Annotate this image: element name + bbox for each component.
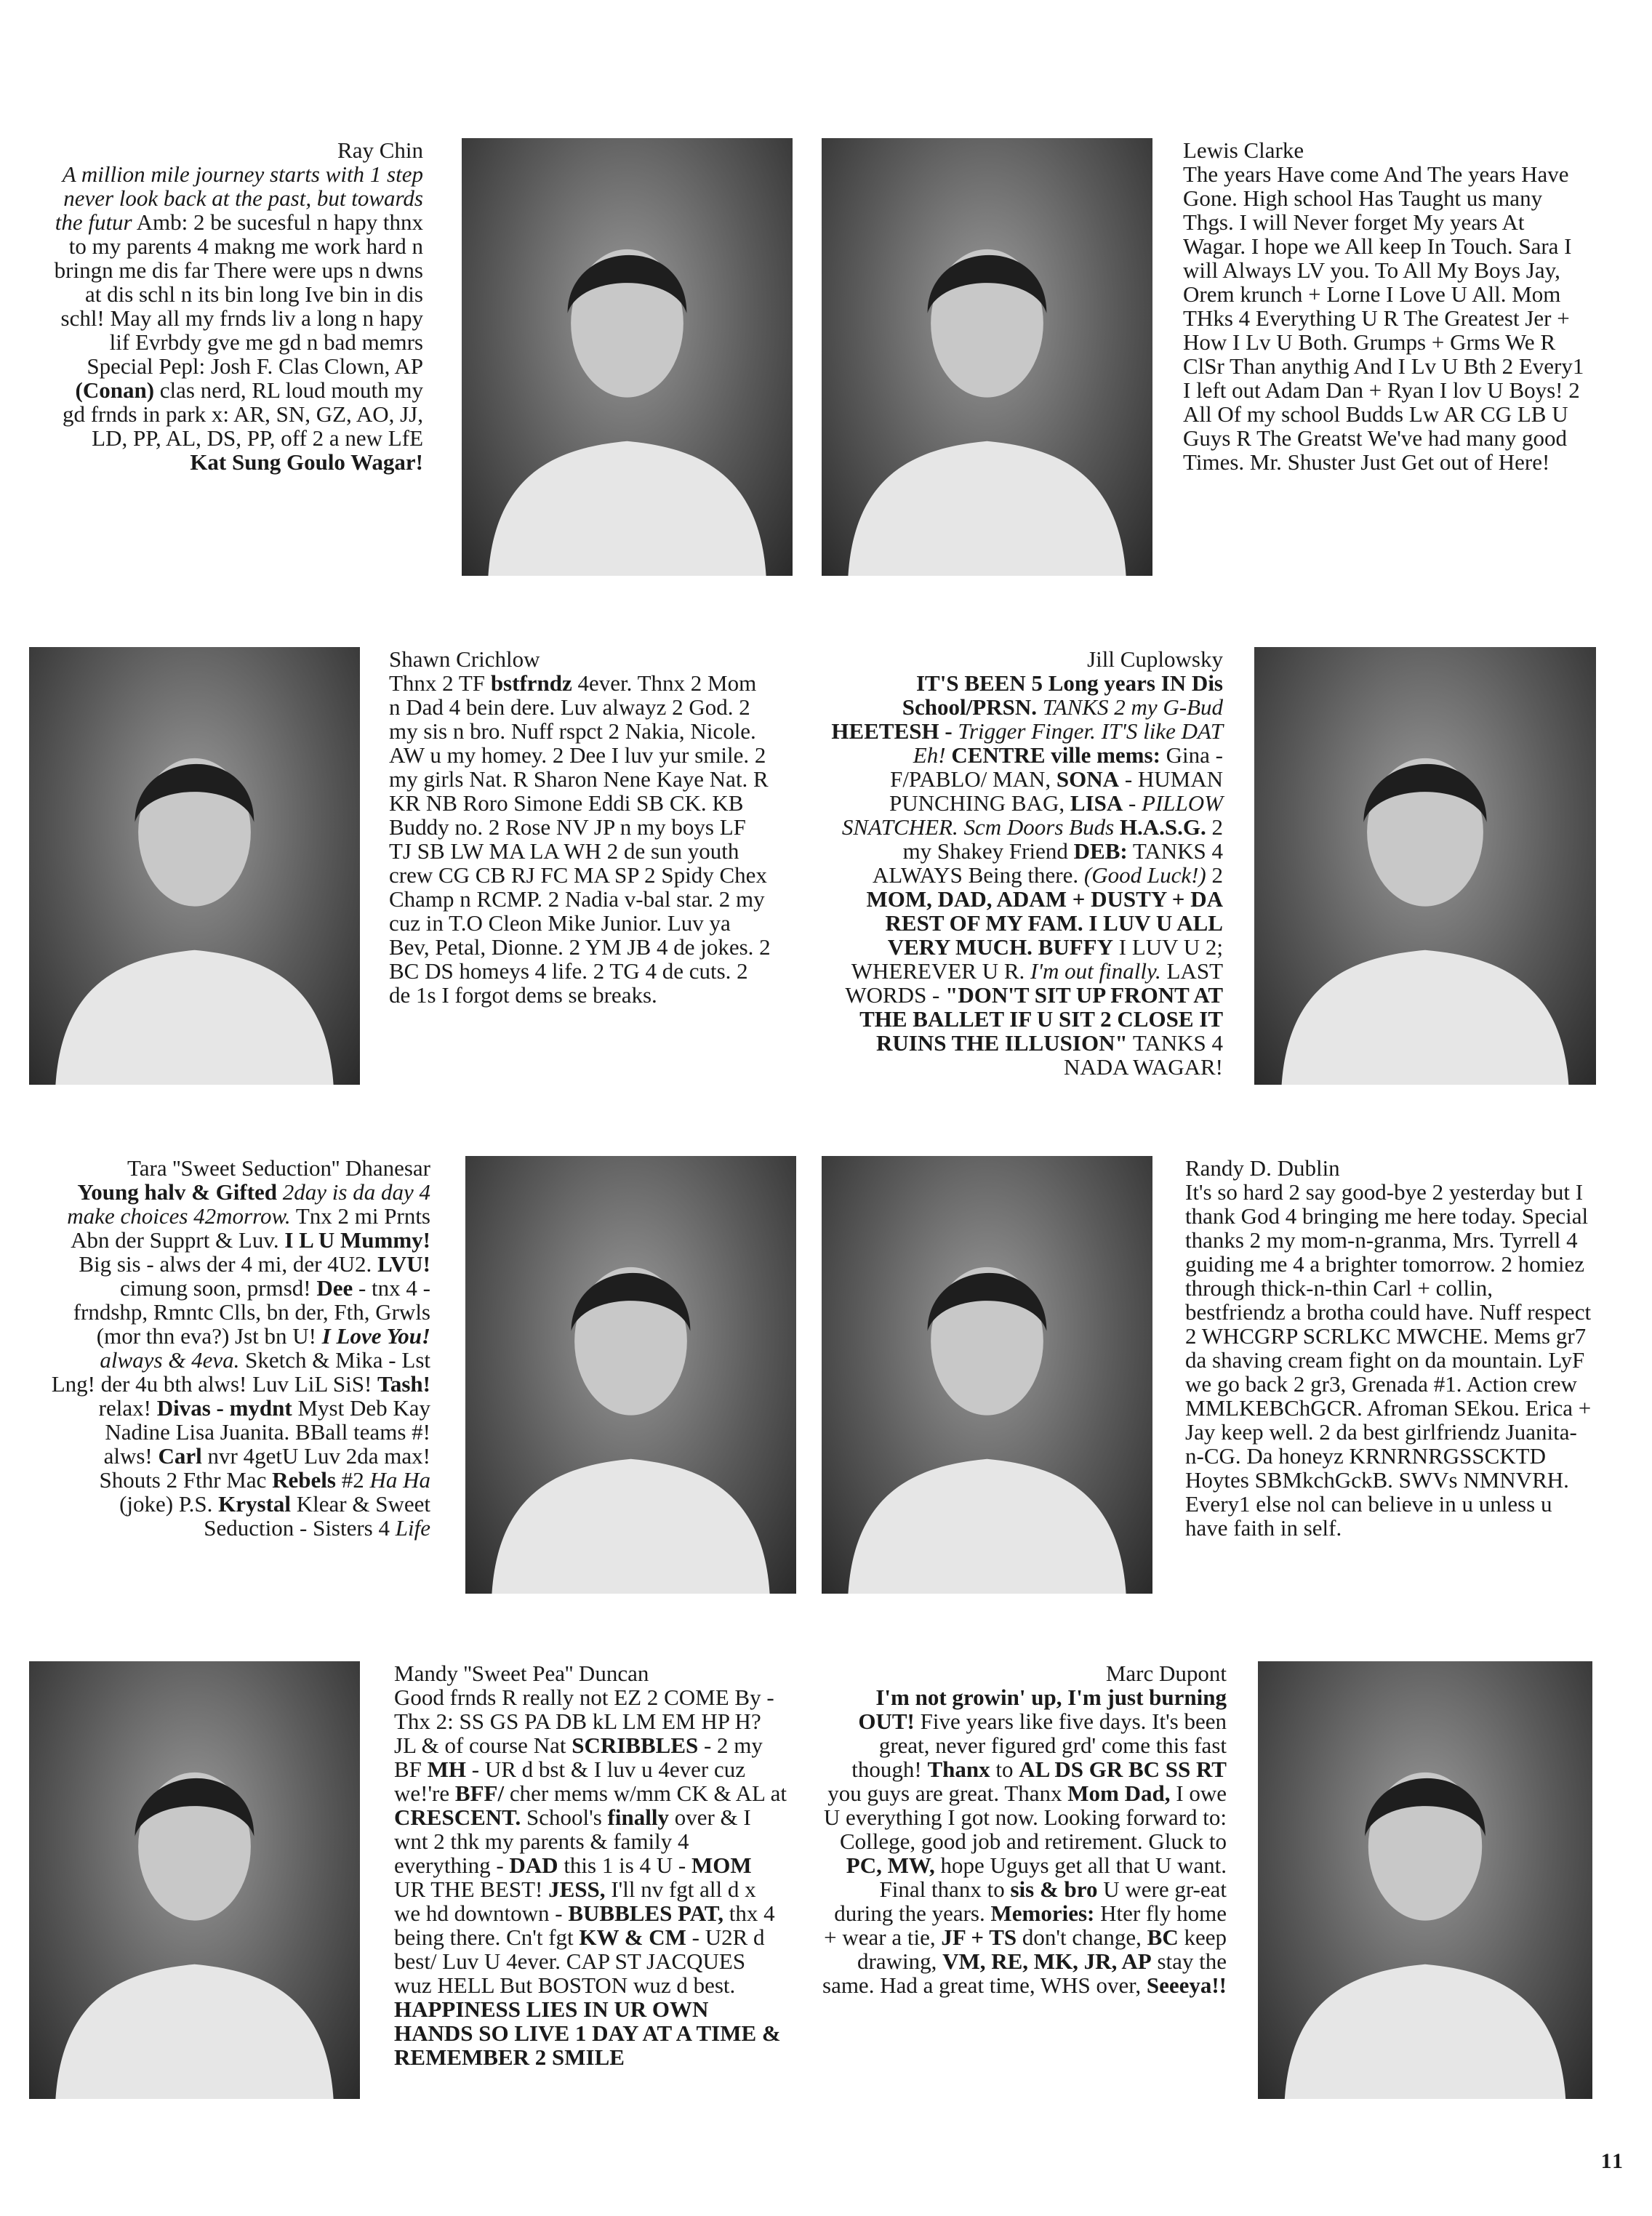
- entry-mandy-duncan: [394, 1661, 787, 2069]
- message-segment: Scm Doors Buds: [958, 814, 1115, 840]
- grad-message: [822, 671, 1223, 1079]
- portrait-randy-dublin: [822, 1156, 1152, 1594]
- portrait-tara-dhanesar: [465, 1156, 796, 1594]
- message-segment: bstfrndz: [490, 670, 572, 696]
- message-segment: Sketch & Mika - Lst Lng! der 4u bth alws! Luv LiL SiS!: [51, 1347, 430, 1397]
- message-segment: SONA: [1056, 766, 1120, 792]
- message-segment: IT'S BEEN 5 Long years IN Dis School/PRSN.: [902, 670, 1223, 720]
- grad-message: [51, 162, 423, 474]
- message-segment: (Good Luck!): [1083, 862, 1206, 888]
- message-segment: I'm not growin' up, I'm just burning OUT!: [858, 1685, 1227, 1734]
- grad-message: [1183, 162, 1590, 474]
- portrait-silhouette: [462, 138, 793, 576]
- message-segment: - UR d bst & I luv u 4ever cuz we!'re: [394, 1757, 746, 1806]
- portrait-mandy-duncan: [29, 1661, 360, 2099]
- portrait-silhouette: [1254, 647, 1596, 1085]
- message-segment: Young halv & Gifted: [77, 1179, 278, 1205]
- entry-randy-dublin: [1185, 1156, 1592, 1540]
- message-segment: JF + TS: [941, 1924, 1017, 1950]
- message-segment: The years Have come And The years Have Gone. High school Has Taught us many Thgs. I will Never forget My years At Wagar. I hope we All keep In Touch. Sara I will Always LV you. To All My Boys Jay, Orem krunch + Lorne I Love U All. Mom THks 4 Everything U R The Greatest Jer + How I Lv U Both. Grumps + Grms We R ClSr Than anythig And I Lv U Bth 2 Every1 I left out Adam Dan + Ryan I lov U Boys! 2 All Of my school Budds Lw AR CG LB U Guys R The Greatst We've had many good Times. Mr. Shuster Just Get out of Here!: [1183, 161, 1584, 475]
- message-segment: Gina - F/PABLO/ MAN,: [890, 742, 1223, 792]
- message-segment: Klear & Sweet Seduction - Sisters 4: [204, 1491, 430, 1541]
- message-segment: to: [990, 1757, 1019, 1782]
- portrait-silhouette: [29, 647, 360, 1085]
- portrait-marc-dupont: [1258, 1661, 1592, 2099]
- message-segment: JESS,: [548, 1876, 606, 1902]
- message-segment: Ha Ha: [369, 1467, 430, 1493]
- portrait-shoulders: [492, 1459, 769, 1594]
- portrait-silhouette: [822, 1156, 1152, 1594]
- message-segment: Myst Deb Kay Nadine Lisa Juanita. BBall teams #! alws!: [103, 1395, 430, 1469]
- message-segment: Trigger Finger. IT'S like DAT Eh!: [913, 718, 1223, 768]
- message-segment: Rebels: [272, 1467, 336, 1493]
- grad-message: [394, 1685, 787, 2069]
- message-segment: KW & CM: [579, 1924, 686, 1950]
- message-segment: - U2R d best/ Luv U 4ever. CAP ST JACQUES wuz HELL But BOSTON wuz d best.: [394, 1924, 765, 1998]
- grad-message: [389, 671, 771, 1007]
- message-segment: It's so hard 2 say good-bye 2 yesterday but I thank God 4 bringing me here today. Special thanks 2 my mom-n-granma, Mrs. Tyrrell 4 guiding me 4 a brighter tomorrow. 2 homiez through thick-n-thin Carl + collin, bestfriendz a brotha could have. Nuff respect 2 WHCGRP SCRLKC MWCHE. Mems gr7 da shaving cream fight on da mountain. LyF we go back 2 gr3, Grenada #1. Action crew MMLKEBChGCR. Afroman SEkou. Erica + Jay keep well. 2 da best girlfriendz Juanita-n-CG. Da honeyz KRNRNRGSSCKTD Hoytes SBMkchGckB. SWVs NMNVRH. Every1 else nol can believe in u unless u have faith in self.: [1185, 1179, 1592, 1541]
- message-segment: MH: [427, 1757, 467, 1782]
- message-segment: I'm out finally.: [1030, 958, 1161, 984]
- message-segment: thx 4 being there. Cn't fgt: [394, 1900, 775, 1950]
- message-segment: I LUV U 2; WHEREVER U R.: [851, 934, 1223, 984]
- message-segment: SCRIBBLES: [572, 1733, 699, 1758]
- entry-ray-chin: [51, 138, 423, 474]
- portrait-shoulders: [1285, 1964, 1565, 2099]
- message-segment: Good frnds R really not EZ 2 COME By - Thx 2: SS GS PA DB kL LM EM HP H? JL & of course Nat: [394, 1685, 774, 1758]
- message-segment: Memories:: [990, 1900, 1095, 1926]
- message-segment: Tash!: [377, 1371, 430, 1397]
- portrait-shoulders: [488, 441, 766, 576]
- message-segment: - 2 my BF: [394, 1733, 763, 1782]
- page-number: 11: [1600, 2149, 1624, 2173]
- message-segment: clas nerd, RL loud mouth my gd frnds in park x: AR, SN, GZ, AO, JJ, LD, PP, AL, DS, PP, off 2 a new LfE: [62, 377, 423, 451]
- message-segment: sis & bro: [1010, 1876, 1098, 1902]
- message-segment: cimung soon, prmsd!: [119, 1275, 317, 1301]
- message-segment: Divas - mydnt: [156, 1395, 292, 1421]
- message-segment: 2 my Shakey Friend: [902, 814, 1223, 864]
- message-segment: MOM: [691, 1852, 752, 1878]
- message-segment: HEETESH -: [831, 718, 953, 744]
- message-segment: keep drawing,: [857, 1924, 1227, 1974]
- message-segment: TANKS 2 my G-Bud: [1036, 694, 1223, 720]
- message-segment: TANKS 4 ALWAYS Being there.: [872, 838, 1223, 888]
- message-segment: Carl: [158, 1443, 202, 1469]
- message-segment: finally: [607, 1804, 669, 1830]
- message-segment: - tnx 4 - frndshp, Rmntc Clls, bn der, Fth, Grwls (mor thn eva?) Jst bn U!: [73, 1275, 430, 1349]
- student-name: Mandy ''Sweet Pea'' Duncan: [394, 1661, 649, 1686]
- message-segment: CENTRE ville mems:: [945, 742, 1160, 768]
- message-segment: CRESCENT.: [394, 1804, 521, 1830]
- message-segment: Amb: 2 be sucesful n hapy thnx to my parents 4 makng me work hard n bringn me dis far There were ups n dwns at dis schl n its bin long Ive bin in dis schl! May all my frnds liv a long n hapy lif Evrbdy gve me gd n bad memrs Special Pepl: Josh F. Clas Clown, AP: [54, 209, 423, 379]
- message-segment: H.A.S.G.: [1114, 814, 1206, 840]
- entry-shawn-crichlow: [389, 647, 771, 1007]
- message-segment: TANKS 4 NADA WAGAR!: [1063, 1030, 1223, 1080]
- portrait-lewis-clarke: [822, 138, 1152, 576]
- message-segment: 2day is da day 4 make choices 42morrow.: [67, 1179, 430, 1229]
- message-segment: I'll nv fgt all d x we hd downtown -: [394, 1876, 756, 1926]
- student-name: Jill Cuplowsky: [1087, 646, 1223, 672]
- message-segment: Kat Sung Goulo Wagar!: [190, 449, 423, 475]
- student-name: Lewis Clarke: [1183, 137, 1304, 163]
- message-segment: Krystal: [218, 1491, 292, 1517]
- message-segment: Life: [395, 1515, 430, 1541]
- message-segment: Tnx 2 mi Prnts Abn der Supprt & Luv.: [71, 1203, 430, 1253]
- message-segment: #2: [335, 1467, 370, 1493]
- message-segment: I owe U everything I got now. Looking forward to: College, good job and retirement. Gluck to: [823, 1781, 1227, 1854]
- portrait-shoulders: [1282, 950, 1569, 1085]
- student-name: Randy D. Dublin: [1185, 1155, 1340, 1181]
- message-segment: BFF/: [454, 1781, 505, 1806]
- message-segment: hope Uguys get all that U want. Final thanx to: [879, 1852, 1227, 1902]
- entry-jill-cuplowsky: [822, 647, 1223, 1079]
- message-segment: LVU!: [377, 1251, 430, 1277]
- message-segment: AL DS GR BC SS RT: [1019, 1757, 1227, 1782]
- message-segment: Big sis - alws der 4 mi, der 4U2.: [79, 1251, 378, 1277]
- message-segment: stay the same. Had a great time, WHS over,: [822, 1948, 1227, 1998]
- portrait-shoulders: [55, 1964, 333, 2099]
- message-segment: MOM, DAD, ADAM + DUSTY + DA REST OF MY FAM. I LUV U ALL VERY MUCH. BUFFY: [866, 886, 1223, 960]
- message-segment: BC: [1147, 1924, 1179, 1950]
- message-segment: VM, RE, MK, JR, AP: [942, 1948, 1152, 1974]
- entry-tara-dhanesar: [51, 1156, 430, 1540]
- message-segment: "DON'T SIT UP FRONT AT THE BALLET IF U SIT 2 CLOSE IT RUINS THE ILLUSION": [859, 982, 1223, 1056]
- entry-lewis-clarke: [1183, 138, 1590, 474]
- message-segment: - PILLOW SNATCHER.: [841, 790, 1223, 840]
- message-segment: (joke) P.S.: [119, 1491, 219, 1517]
- message-segment: Thnx 2 TF: [389, 670, 491, 696]
- message-segment: cher mems w/mm CK & AL at: [504, 1781, 787, 1806]
- portrait-silhouette: [29, 1661, 360, 2099]
- message-segment: School's: [521, 1804, 608, 1830]
- student-name: Marc Dupont: [1105, 1661, 1227, 1686]
- grad-message: [51, 1180, 430, 1540]
- grad-message: [1185, 1180, 1592, 1540]
- portrait-ray-chin: [462, 138, 793, 576]
- message-segment: relax!: [98, 1395, 157, 1421]
- message-segment: I L U Mummy!: [284, 1227, 430, 1253]
- message-segment: Dee: [316, 1275, 353, 1301]
- grad-message: [822, 1685, 1227, 1997]
- portrait-shoulders: [848, 441, 1126, 576]
- entry-marc-dupont: [822, 1661, 1227, 1997]
- portrait-shoulders: [848, 1459, 1126, 1594]
- message-segment: A million mile journey starts with 1 step never look back at the past, but towards the futur: [55, 161, 423, 235]
- message-segment: Hter fly home + wear a tie,: [824, 1900, 1227, 1950]
- message-segment: 4ever. Thnx 2 Mom n Dad 4 bein dere. Luv alwayz 2 God. 2 my sis n bro. Nuff rspct 2 Nakia, Nicole. AW u my homey. 2 Dee I luv yur smile. 2 my girls Nat. R Sharon Nene Kaye Nat. R KR NB Roro Simone Eddi SB CK. KB Buddy no. 2 Rose NV JP n my boys LF TJ SB LW MA LA WH 2 de sun youth crew CG CB RJ FC MA SP 2 Spidy Chex Champ n RCMP. 2 Nadia v-bal star. 2 my cuz in T.O Cleon Mike Junior. Luv ya Bev, Petal, Dionne. 2 YM JB 4 de jokes. 2 BC DS homeys 4 life. 2 TG 4 de cuts. 2 de 1s I forgot dems se breaks.: [389, 670, 771, 1008]
- message-segment: 2: [1206, 862, 1223, 888]
- message-segment: I Love You!: [321, 1323, 430, 1349]
- student-name: Shawn Crichlow: [389, 646, 540, 672]
- message-segment: DAD: [509, 1852, 558, 1878]
- portrait-shoulders: [55, 950, 333, 1085]
- message-segment: Seeeya!!: [1146, 1972, 1227, 1998]
- message-segment: DEB:: [1073, 838, 1128, 864]
- portrait-silhouette: [822, 138, 1152, 576]
- message-segment: you guys are great. Thanx: [827, 1781, 1068, 1806]
- message-segment: don't change,: [1017, 1924, 1147, 1950]
- student-name: Ray Chin: [337, 137, 423, 163]
- message-segment: HAPPINESS LIES IN UR OWN HANDS SO LIVE 1 DAY AT A TIME & REMEMBER 2 SMILE: [394, 1996, 781, 2070]
- message-segment: PC, MW,: [846, 1852, 935, 1878]
- message-segment: Five years like five days. It's been great, never figured grd' come this fast though!: [851, 1709, 1227, 1782]
- message-segment: nvr 4getU Luv 2da max! Shouts 2 Fthr Mac: [99, 1443, 430, 1493]
- message-segment: UR THE BEST!: [394, 1876, 549, 1902]
- portrait-silhouette: [465, 1156, 796, 1594]
- portrait-jill-cuplowsky: [1254, 647, 1596, 1085]
- portrait-silhouette: [1258, 1661, 1592, 2099]
- student-name: Tara ''Sweet Seduction'' Dhanesar: [127, 1155, 430, 1181]
- message-segment: LISA: [1070, 790, 1123, 816]
- portrait-shawn-crichlow: [29, 647, 360, 1085]
- message-segment: - HUMAN PUNCHING BAG,: [889, 766, 1223, 816]
- message-segment: LAST WORDS -: [845, 958, 1223, 1008]
- message-segment: over & I wnt 2 thk my parents & family 4 everything -: [394, 1804, 751, 1878]
- message-segment: BUBBLES PAT,: [568, 1900, 723, 1926]
- message-segment: U were gr-eat during the years.: [834, 1876, 1227, 1926]
- message-segment: this 1 is 4 U -: [558, 1852, 691, 1878]
- message-segment: always & 4eva.: [100, 1347, 240, 1373]
- message-segment: Mom Dad,: [1067, 1781, 1171, 1806]
- message-segment: Thanx: [927, 1757, 990, 1782]
- message-segment: (Conan): [75, 377, 155, 403]
